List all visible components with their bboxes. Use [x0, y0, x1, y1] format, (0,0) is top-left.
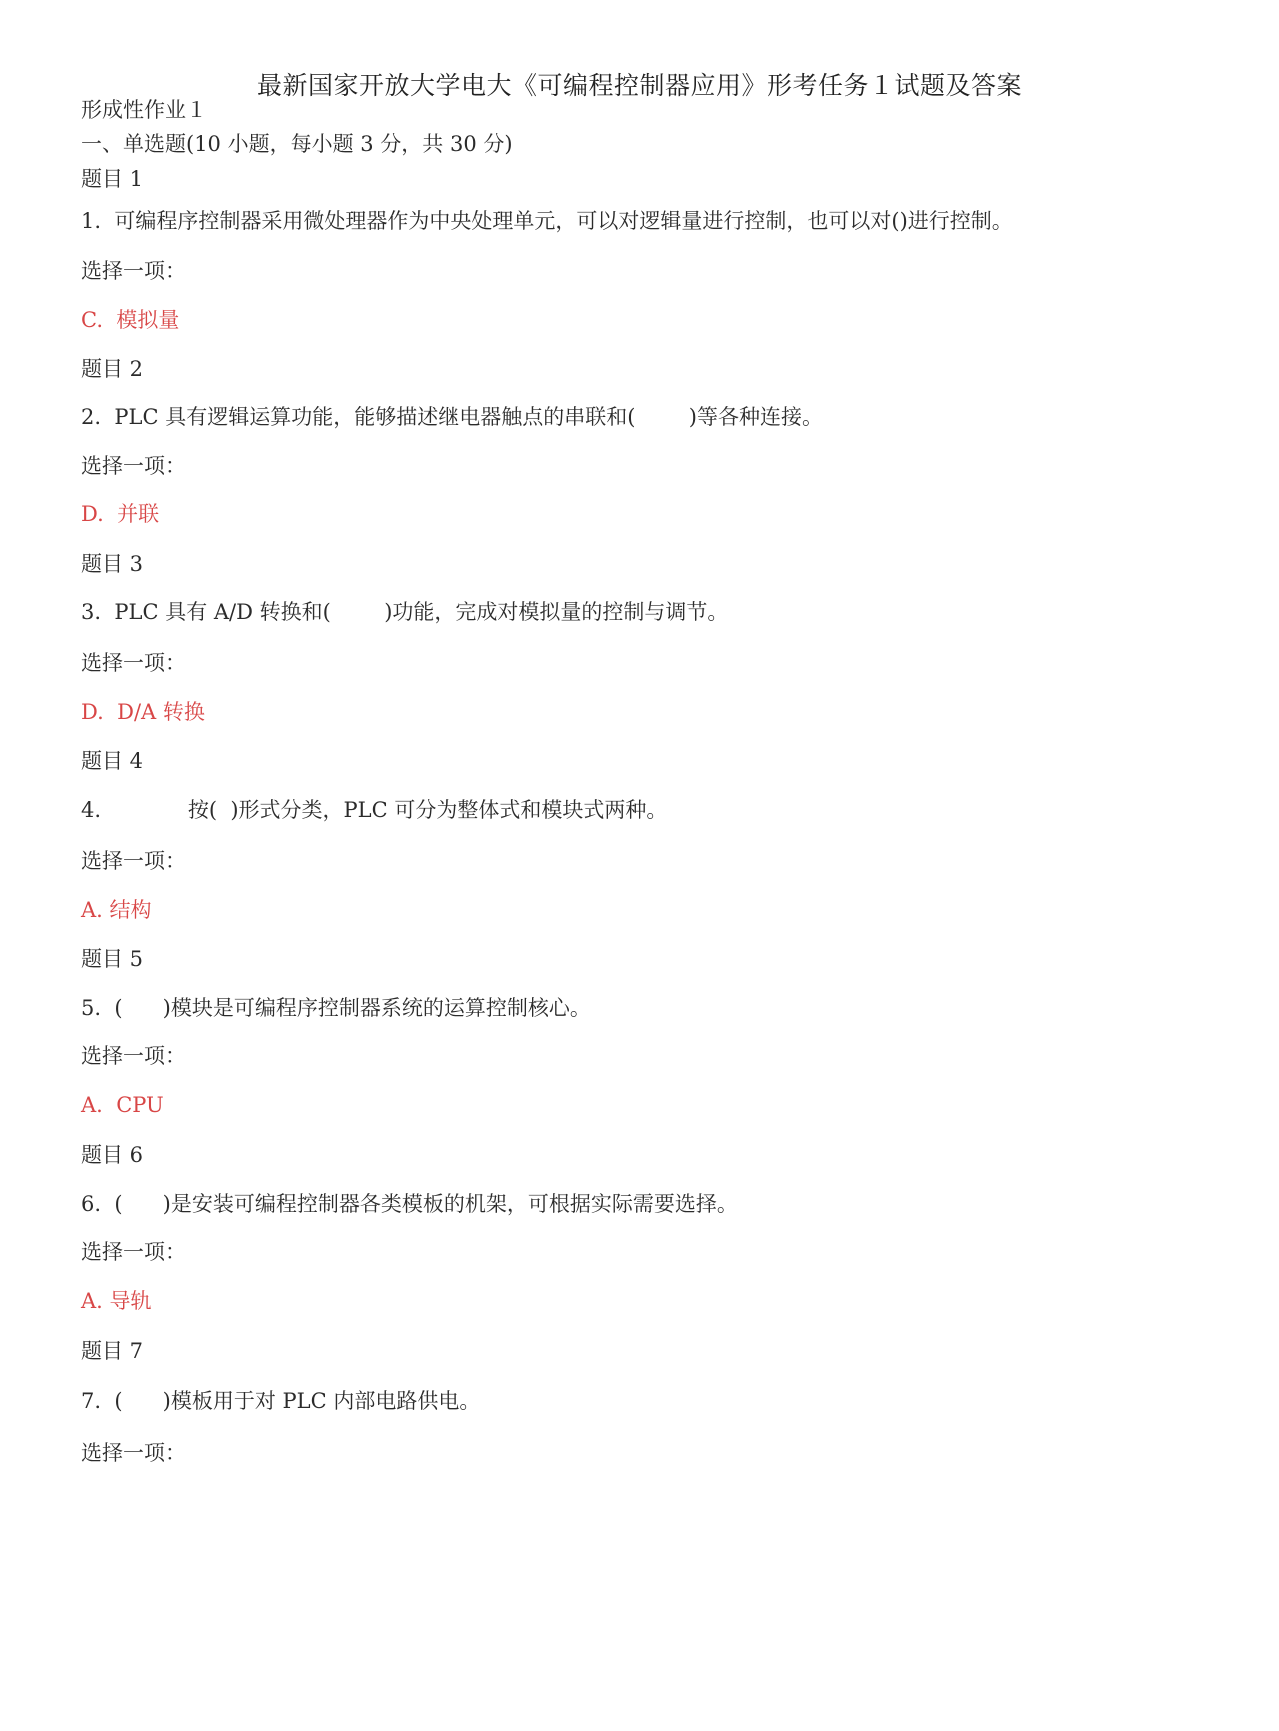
- document-title: 最新国家开放大学电大《可编程控制器应用》形考任务１试题及答案: [256, 71, 1022, 100]
- question-label: 题目 3: [81, 552, 144, 576]
- question-text: 6. ( )是安装可编程控制器各类模板的机架，可根据实际需要选择。: [81, 1192, 738, 1216]
- answer-option: C. 模拟量: [81, 308, 180, 332]
- question-label: 题目 1: [81, 167, 144, 191]
- answer-option: D. D/A 转换: [81, 700, 205, 724]
- select-prompt: 选择一项：: [81, 259, 186, 283]
- question-label: 题目 4: [81, 749, 144, 773]
- section-heading: 一、单选题(10 小题，每小题 3 分，共 30 分): [81, 132, 513, 156]
- select-prompt: 选择一项：: [81, 651, 186, 675]
- question-text: 2. PLC 具有逻辑运算功能，能够描述继电器触点的串联和( )等各种连接。: [81, 405, 823, 429]
- question-label: 题目 7: [81, 1339, 144, 1363]
- question-text: 1. 可编程序控制器采用微处理器作为中央处理单元，可以对逻辑量进行控制，也可以对()进行控制。: [81, 209, 1013, 233]
- question-text: 3. PLC 具有 A/D 转换和( )功能，完成对模拟量的控制与调节。: [81, 600, 729, 624]
- select-prompt: 选择一项：: [81, 1240, 186, 1264]
- answer-option: A. 结构: [81, 898, 152, 922]
- answer-option: A. 导轨: [81, 1289, 152, 1313]
- select-prompt: 选择一项：: [81, 849, 186, 873]
- question-label: 题目 6: [81, 1143, 144, 1167]
- assignment-subtitle: 形成性作业１: [81, 98, 207, 122]
- select-prompt: 选择一项：: [81, 1441, 186, 1465]
- select-prompt: 选择一项：: [81, 1044, 186, 1068]
- question-text: 4. 按( )形式分类，PLC 可分为整体式和模块式两种。: [81, 798, 668, 822]
- select-prompt: 选择一项：: [81, 454, 186, 478]
- answer-option: D. 并联: [81, 502, 160, 526]
- question-label: 题目 5: [81, 947, 144, 971]
- question-text: 5. ( )模块是可编程序控制器系统的运算控制核心。: [81, 996, 591, 1020]
- question-label: 题目 2: [81, 357, 144, 381]
- answer-option: A. CPU: [81, 1093, 164, 1117]
- question-text: 7. ( )模板用于对 PLC 内部电路供电。: [81, 1389, 481, 1413]
